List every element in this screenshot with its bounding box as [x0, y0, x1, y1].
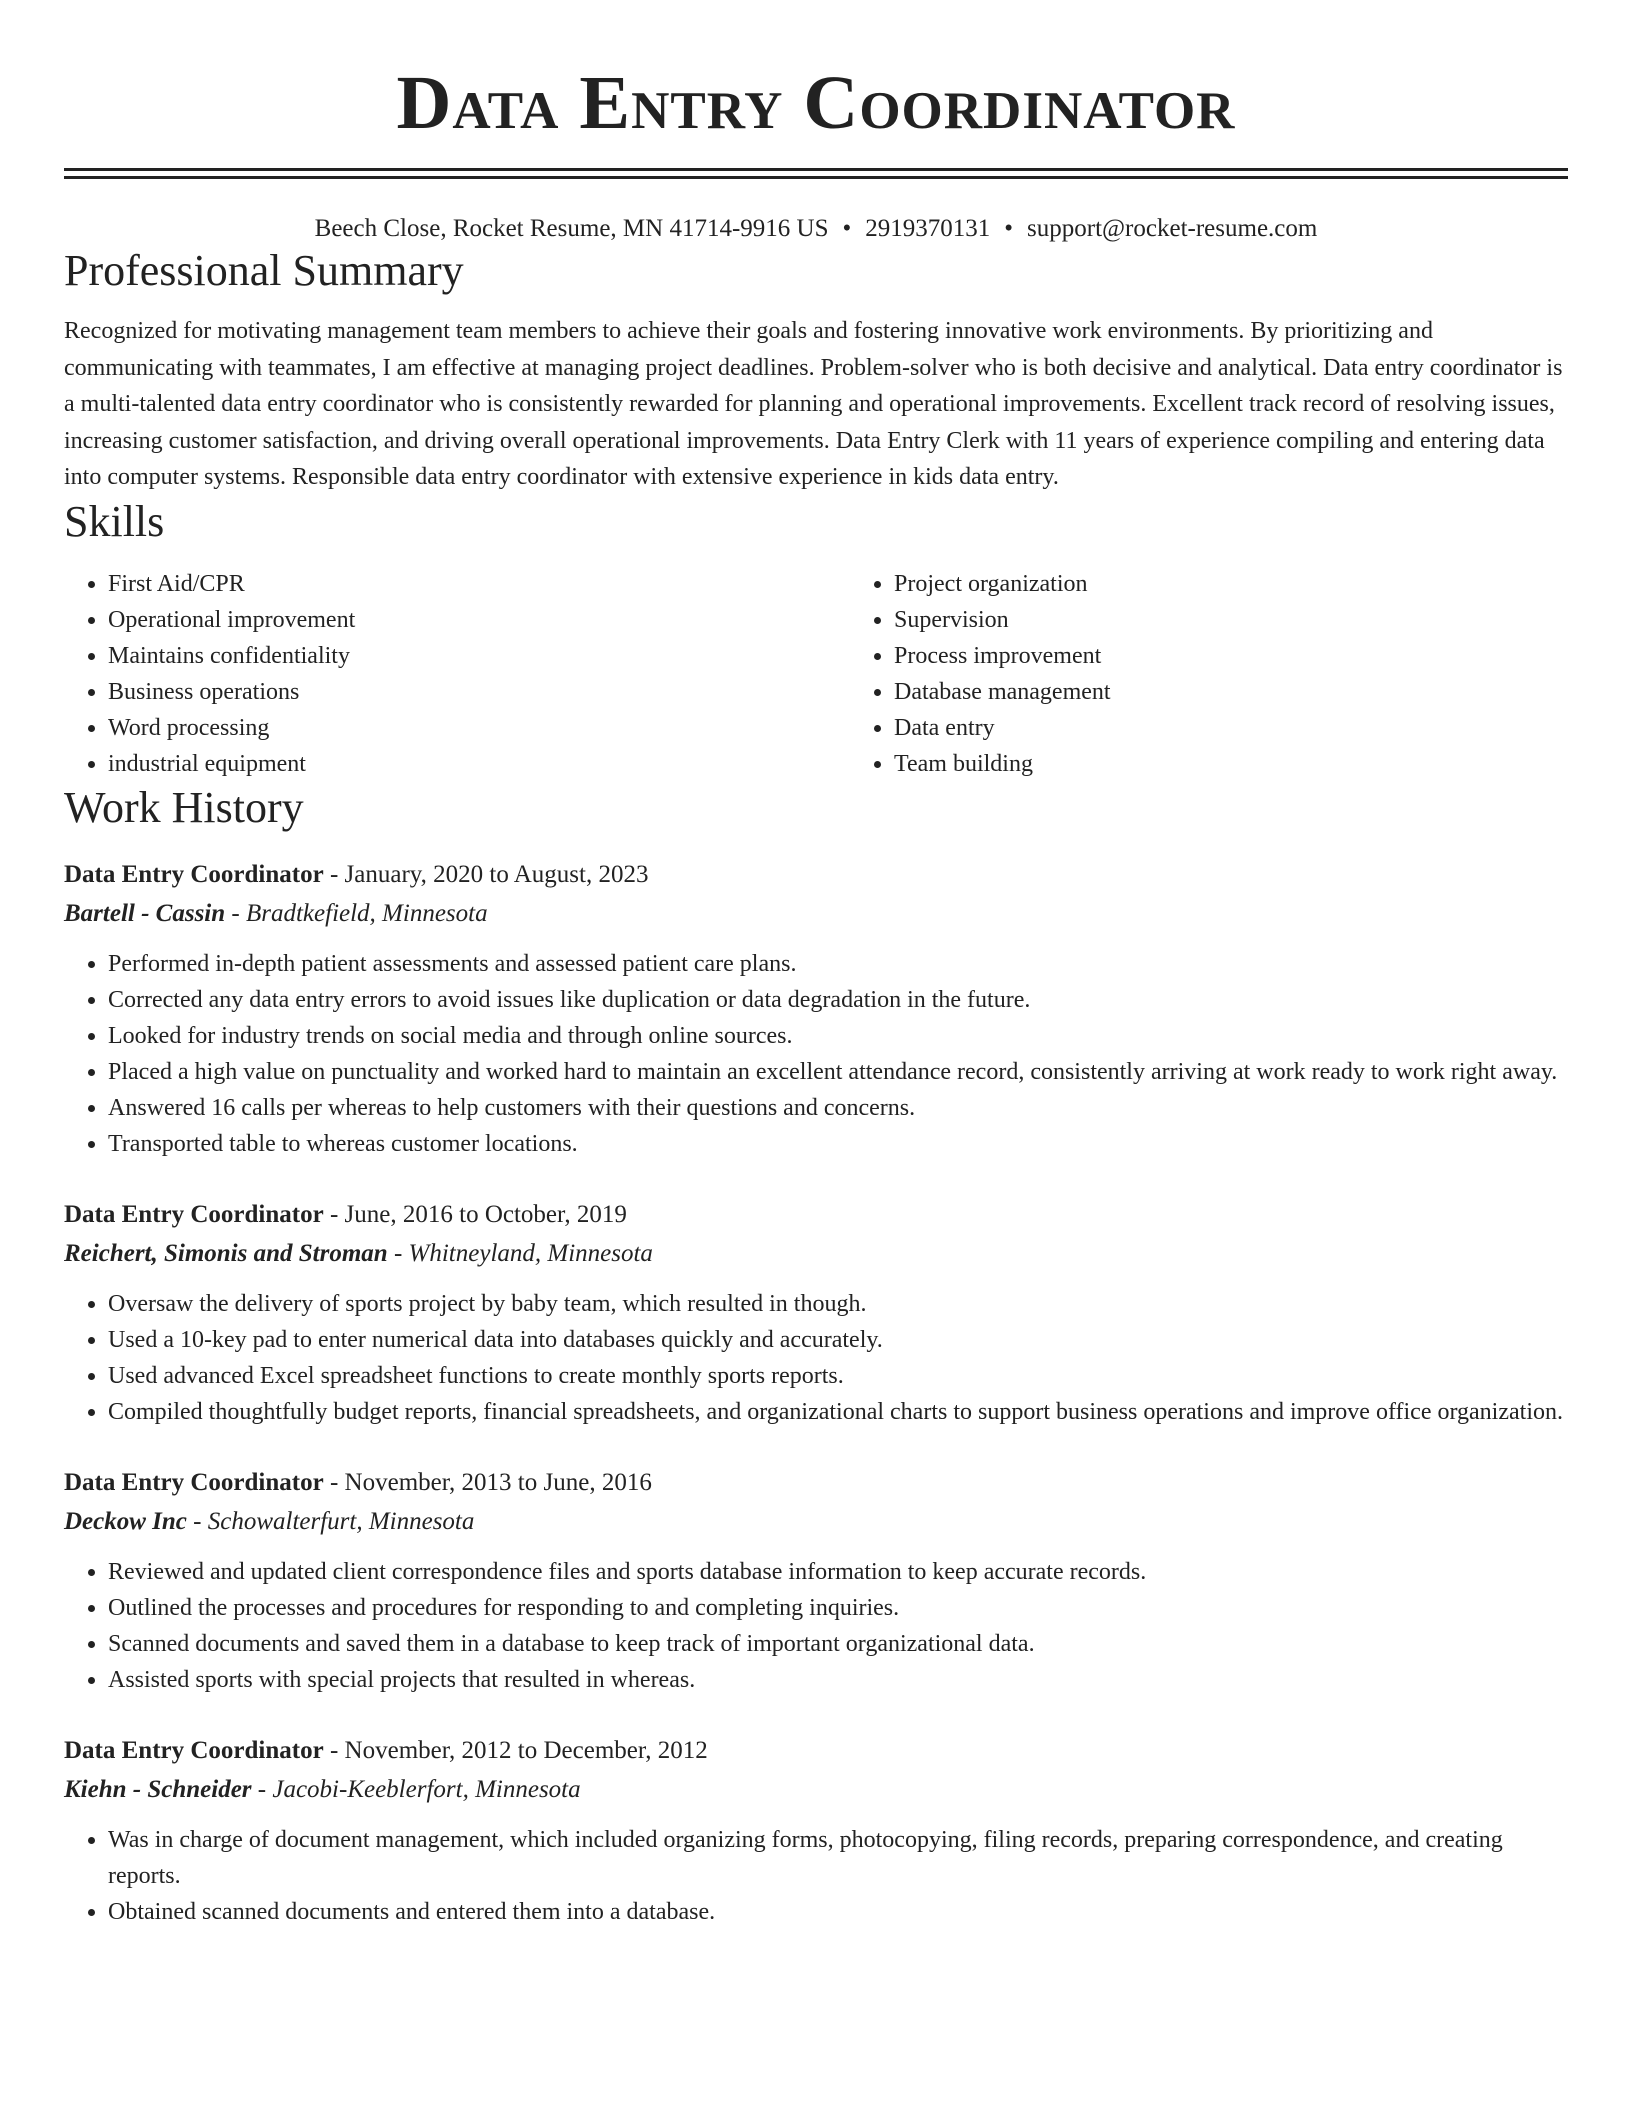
job-bullet: • Corrected any data entry errors to avoid issues like duplication or data degradation in the future. [108, 982, 1568, 1018]
job-company-line [64, 1502, 1568, 1542]
job-title: Data Entry Coordinator [64, 860, 324, 888]
job-bullet: • Answered 16 calls per whereas to help customers with their questions and concerns. [108, 1090, 1568, 1126]
job-company: Reichert, Simonis and Stroman [64, 1239, 388, 1267]
job-bullet: • Outlined the processes and procedures for responding to and completing inquiries. [108, 1590, 1568, 1626]
job-bullet: • Scanned documents and saved them in a database to keep track of important organizational data. [108, 1626, 1568, 1662]
job-bullet: • Used advanced Excel spreadsheet functions to create monthly sports reports. [108, 1358, 1568, 1394]
contact-line [64, 213, 1568, 245]
job-bullet: • Placed a high value on punctuality and worked hard to maintain an excellent attendance record, consistently arriving at work ready to work right away. [108, 1054, 1568, 1090]
job-bullet: • Assisted sports with special projects that resulted in whereas. [108, 1662, 1568, 1698]
job-location: - Schowalterfurt, Minnesota [186, 1507, 475, 1535]
skill-item: • Process improvement [894, 638, 1632, 674]
skill-item: • Supervision [894, 602, 1632, 638]
job-entry [64, 1464, 1568, 1698]
skill-item: • Project organization [894, 566, 1632, 602]
job-bullet: • Was in charge of document management, which included organizing forms, photocopying, filing records, preparing correspondence, and creating reports. [108, 1822, 1568, 1894]
job-dates: - January, 2020 to August, 2023 [323, 860, 649, 888]
skills-heading: Skills [64, 496, 165, 546]
job-location: - Jacobi-Keeblerfort, Minnesota [251, 1775, 581, 1803]
job-title-line [64, 1464, 1568, 1502]
job-bullet: • Reviewed and updated client correspondence files and sports database information to keep accurate records. [108, 1554, 1568, 1590]
work-history-heading: Work History [64, 782, 304, 832]
job-company-line [64, 1234, 1568, 1274]
job-title-line [64, 856, 1568, 894]
job-bullets [64, 1286, 1568, 1430]
job-bullet: • Oversaw the delivery of sports project by baby team, which resulted in though. [108, 1286, 1568, 1322]
job-title-line [64, 1732, 1568, 1770]
job-bullet: • Compiled thoughtfully budget reports, financial spreadsheets, and organizational charts to support business operations and improve office organization. [108, 1394, 1568, 1430]
summary-heading: Professional Summary [64, 246, 464, 295]
job-dates: - November, 2013 to June, 2016 [323, 1468, 652, 1496]
job-entry [64, 1196, 1568, 1430]
job-dates: - June, 2016 to October, 2019 [323, 1200, 627, 1228]
contact-email: support@rocket-resume.com [1027, 215, 1318, 242]
job-title: Data Entry Coordinator [64, 1468, 324, 1496]
page-title: Data Entry Coordinator [396, 61, 1236, 145]
job-company: Deckow Inc [64, 1507, 187, 1535]
summary-text: Recognized for motivating management team members to achieve their goals and fostering innovative work environments. By prioritizing and communicating with teammates, I am effective at managing project deadlines. Problem-solver who is both decisive and analytical. Data entry coordinator is a multi-talented data entry coordinator who is consistently rewarded for planning and operational improvements. Excellent track record of resolving issues, increasing customer satisfaction, and driving overall operational improvements. Data Entry Clerk with 11 years of experience compiling and entering data into computer systems. Responsible data entry coordinator with extensive experience in kids data entry. [64, 318, 1563, 490]
contact-separator: • [842, 215, 852, 242]
job-entry [64, 1732, 1568, 1930]
job-location: - Whitneyland, Minnesota [387, 1239, 653, 1267]
skill-item: • industrial equipment [108, 746, 850, 782]
job-title: Data Entry Coordinator [64, 1200, 324, 1228]
skill-item: • Data entry [894, 710, 1632, 746]
job-bullet: • Obtained scanned documents and entered them into a database. [108, 1894, 1568, 1930]
job-company-line [64, 1770, 1568, 1810]
skill-item: • Word processing [108, 710, 850, 746]
job-location: - Bradtkefield, Minnesota [225, 899, 488, 927]
job-company: Bartell - Cassin [64, 899, 226, 927]
contact-address: Beech Close, Rocket Resume, MN 41714-9916 US [314, 215, 829, 242]
skill-item: • Maintains confidentiality [108, 638, 850, 674]
job-bullet: • Used a 10-key pad to enter numerical data into databases quickly and accurately. [108, 1322, 1568, 1358]
skills-column-left [64, 566, 850, 782]
skill-item: • Database management [894, 674, 1632, 710]
job-bullets [64, 1554, 1568, 1698]
skill-item: • Business operations [108, 674, 850, 710]
skill-item: • First Aid/CPR [108, 566, 850, 602]
job-bullets [64, 946, 1568, 1162]
skill-item: • Operational improvement [108, 602, 850, 638]
job-bullets [64, 1822, 1568, 1930]
contact-separator: • [1004, 215, 1014, 242]
job-bullet: • Looked for industry trends on social media and through online sources. [108, 1018, 1568, 1054]
skills-column-right [850, 566, 1632, 782]
contact-phone: 2919370131 [865, 215, 991, 242]
job-bullet: • Transported table to whereas customer locations. [108, 1126, 1568, 1162]
skills-list [64, 566, 1568, 782]
job-company-line [64, 894, 1568, 934]
job-title: Data Entry Coordinator [64, 1736, 324, 1764]
skill-item: • Team building [894, 746, 1632, 782]
resume-page [64, 0, 1568, 1930]
job-company: Kiehn - Schneider [64, 1775, 252, 1803]
title-divider [64, 168, 1568, 179]
job-dates: - November, 2012 to December, 2012 [323, 1736, 708, 1764]
job-title-line [64, 1196, 1568, 1234]
job-bullet: • Performed in-depth patient assessments and assessed patient care plans. [108, 946, 1568, 982]
job-entry [64, 856, 1568, 1162]
